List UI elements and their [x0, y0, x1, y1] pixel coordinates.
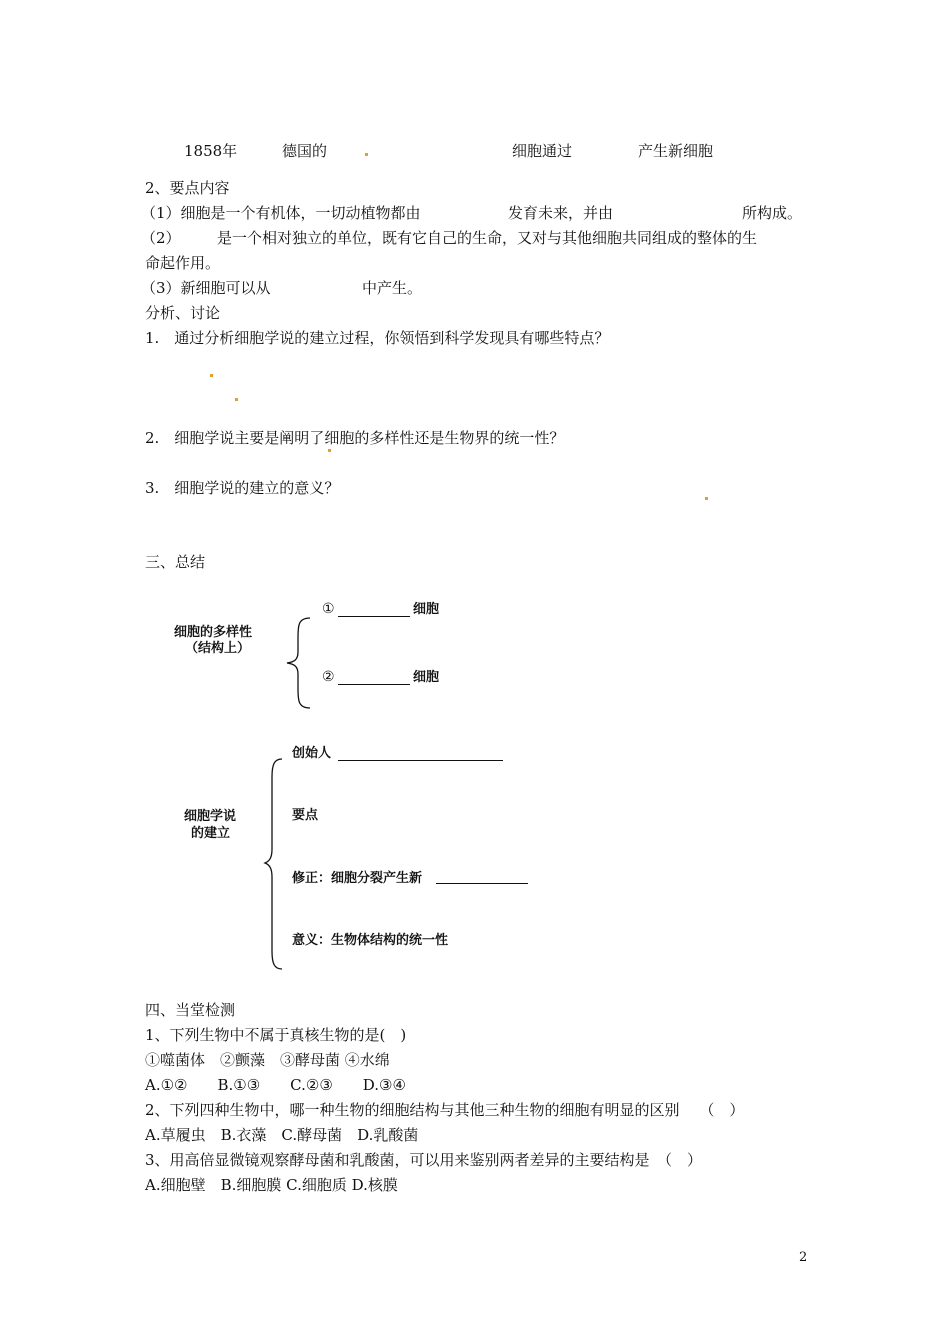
item2-tail: 细胞	[413, 670, 440, 685]
mark-dot	[705, 497, 708, 500]
quiz-question-1: 1、下列生物中不属于真核生物的是( )	[145, 1026, 407, 1044]
cell-via-text: 细胞通过	[512, 142, 573, 160]
meaning-label: 意义：生物体结构的统一性	[292, 933, 449, 948]
diversity-label-line1: 细胞的多样性	[174, 625, 253, 640]
discussion-question-3: 3. 细胞学说的建立的意义？	[145, 479, 340, 497]
item2-blank	[338, 684, 410, 685]
point1-part-b: 发育未来，并由	[508, 204, 614, 222]
section2-title: 2、要点内容	[145, 179, 230, 197]
quiz-question-3: 3、用高倍显微镜观察酵母菌和乳酸菌，可以用来鉴别两者差异的主要结构是 （ ）	[145, 1151, 703, 1169]
diversity-brace	[284, 616, 314, 710]
new-cell-text: 产生新细胞	[638, 142, 714, 160]
item1-number: ①	[322, 601, 335, 617]
theory-label-line1: 细胞学说	[184, 809, 237, 824]
item1-blank	[338, 616, 410, 617]
point3-part-b: 中产生。	[362, 279, 423, 297]
point2-part-b: 是一个相对独立的单位，既有它自己的生命，又对与其他细胞共同组成的整体的生	[217, 229, 758, 247]
revision-blank	[436, 883, 528, 884]
mark-dot	[365, 153, 368, 156]
points-label: 要点	[292, 808, 319, 823]
quiz-title: 四、当堂检测	[145, 1001, 236, 1019]
theory-brace	[262, 757, 284, 971]
item2-number: ②	[322, 669, 335, 685]
country-text: 德国的	[282, 142, 328, 160]
founder-label: 创始人	[292, 746, 332, 761]
page-number: 2	[799, 1250, 808, 1265]
year-text: 1858年	[184, 142, 238, 160]
mark-dot	[210, 374, 213, 377]
mark-dot	[328, 449, 331, 452]
revision-label: 修正：细胞分裂产生新	[292, 871, 423, 886]
quiz-question-2-options: A.草履虫 B.衣藻 C.酵母菌 D.乳酸菌	[145, 1126, 419, 1144]
theory-label-line2: 的建立	[191, 826, 231, 841]
point1-part-a: （1）细胞是一个有机体，一切动植物都由	[141, 204, 421, 222]
discussion-title: 分析、讨论	[145, 304, 221, 322]
summary-title: 三、总结	[145, 553, 206, 571]
point2-part-a: （2）	[141, 229, 181, 247]
quiz-question-1-items: ①噬菌体 ②颤藻 ③酵母菌 ④水绵	[145, 1051, 390, 1069]
mark-dot	[235, 398, 238, 401]
point1-part-c: 所构成。	[742, 204, 803, 222]
discussion-question-1: 1. 通过分析细胞学说的建立过程，你领悟到科学发现具有哪些特点？	[145, 329, 610, 347]
founder-blank	[338, 760, 503, 761]
quiz-question-2: 2、下列四种生物中，哪一种生物的细胞结构与其他三种生物的细胞有明显的区别 （ ）	[145, 1101, 745, 1119]
quiz-question-3-options: A.细胞壁 B.细胞膜 C.细胞质 D.核膜	[145, 1176, 398, 1194]
diversity-label-line2: （结构上）	[185, 641, 251, 656]
item1-tail: 细胞	[413, 602, 440, 617]
point2-part-c: 命起作用。	[145, 254, 221, 272]
quiz-question-1-options: A.①② B.①③ C.②③ D.③④	[145, 1076, 406, 1094]
point3-part-a: （3）新细胞可以从	[141, 279, 271, 297]
discussion-question-2: 2. 细胞学说主要是阐明了细胞的多样性还是生物界的统一性？	[145, 429, 565, 447]
